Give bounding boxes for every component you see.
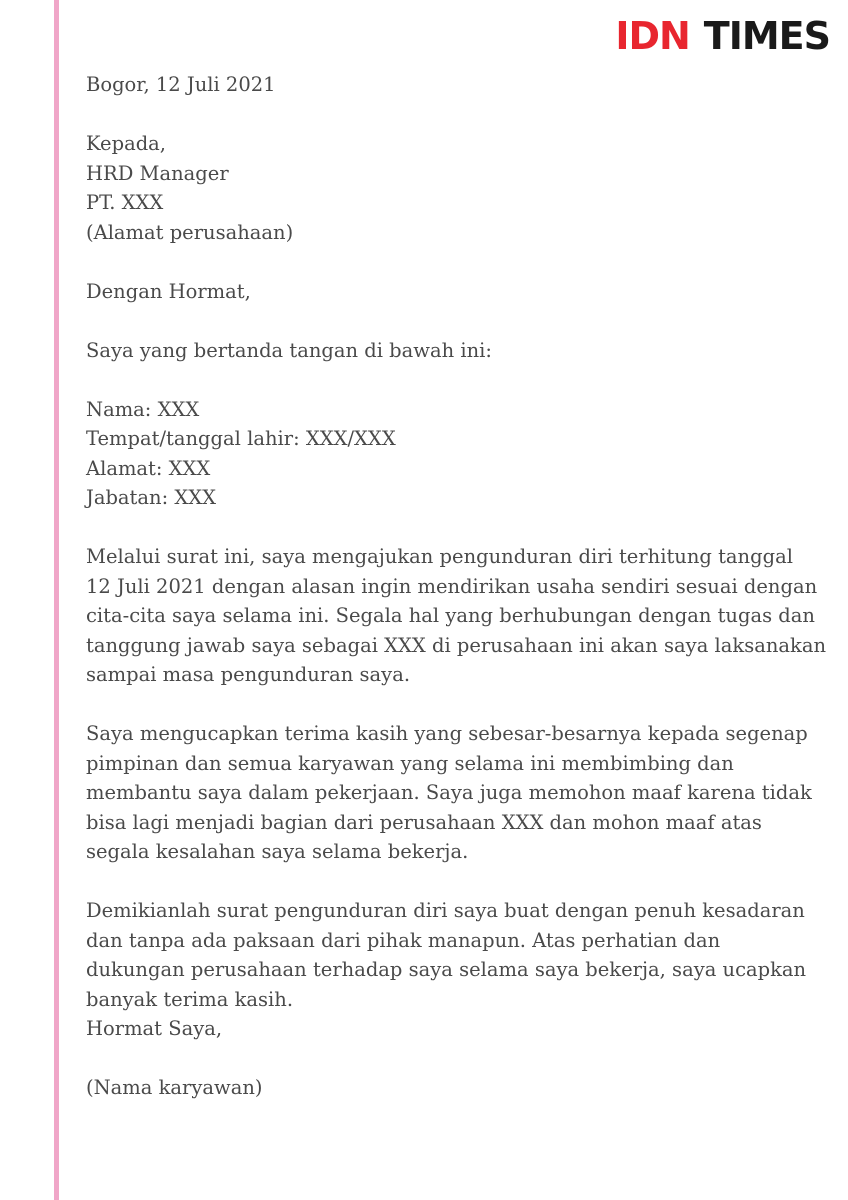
detail-address: Alamat: XXX xyxy=(86,456,211,480)
logo-times: TIMES xyxy=(703,14,830,58)
paragraph-line: segala kesalahan saya selama bekerja. xyxy=(86,840,469,863)
paragraph-line: dukungan perusahaan terhadap saya selama saya bekerja, saya ucapkan xyxy=(86,958,807,981)
paragraph-line: Melalui surat ini, saya mengajukan pengunduran diri terhitung tanggal xyxy=(86,545,793,568)
idn-times-logo xyxy=(615,14,830,58)
paragraph-line: membantu saya dalam pekerjaan. Saya juga memohon maaf karena tidak xyxy=(86,781,812,804)
logo-idn: IDN xyxy=(615,14,690,58)
paragraph-1 xyxy=(86,542,836,690)
paragraph-line: dan tanpa ada paksaan dari pihak manapun. Atas perhatian dan xyxy=(86,928,721,952)
recipient-line: Kepada, xyxy=(86,132,166,155)
closing: Hormat Saya, xyxy=(86,1017,223,1040)
paragraph-line: Demikianlah surat pengunduran diri saya buat dengan penuh kesadaran xyxy=(86,899,805,922)
paragraph-line: tanggung jawab saya sebagai XXX di perusahaan ini akan saya laksanakan xyxy=(86,633,827,657)
paragraph-line: 12 Juli 2021 dengan alasan ingin mendirikan usaha sendiri sesuai dengan xyxy=(86,574,818,598)
signature: (Nama karyawan) xyxy=(86,1076,263,1099)
paragraph-line: cita-cita saya selama ini. Segala hal yang berhubungan dengan tugas dan xyxy=(86,604,815,627)
detail-name: Nama: XXX xyxy=(86,397,200,421)
margin-line xyxy=(54,0,59,1200)
intro-line: Saya yang bertanda tangan di bawah ini: xyxy=(86,338,492,362)
letter-date: Bogor, 12 Juli 2021 xyxy=(86,73,276,96)
paragraph-line: Saya mengucapkan terima kasih yang sebesar-besarnya kepada segenap xyxy=(86,722,808,745)
paragraph-line: pimpinan dan semua karyawan yang selama ini membimbing dan xyxy=(86,751,734,775)
paragraph-line: bisa lagi menjadi bagian dari perusahaan XXX dan mohon maaf atas xyxy=(86,810,762,834)
resignation-letter xyxy=(86,70,836,1103)
detail-birth: Tempat/tanggal lahir: XXX/XXX xyxy=(86,427,396,450)
recipient-line: PT. XXX xyxy=(86,191,164,214)
paragraph-2 xyxy=(86,719,836,867)
recipient-line: HRD Manager xyxy=(86,161,229,185)
paragraph-line: banyak terima kasih. xyxy=(86,987,294,1011)
salutation: Dengan Hormat, xyxy=(86,279,251,303)
recipient-line: (Alamat perusahaan) xyxy=(86,220,294,244)
detail-position: Jabatan: XXX xyxy=(86,486,216,509)
paragraph-line: sampai masa pengunduran saya. xyxy=(86,663,411,686)
paragraph-3 xyxy=(86,896,836,1014)
